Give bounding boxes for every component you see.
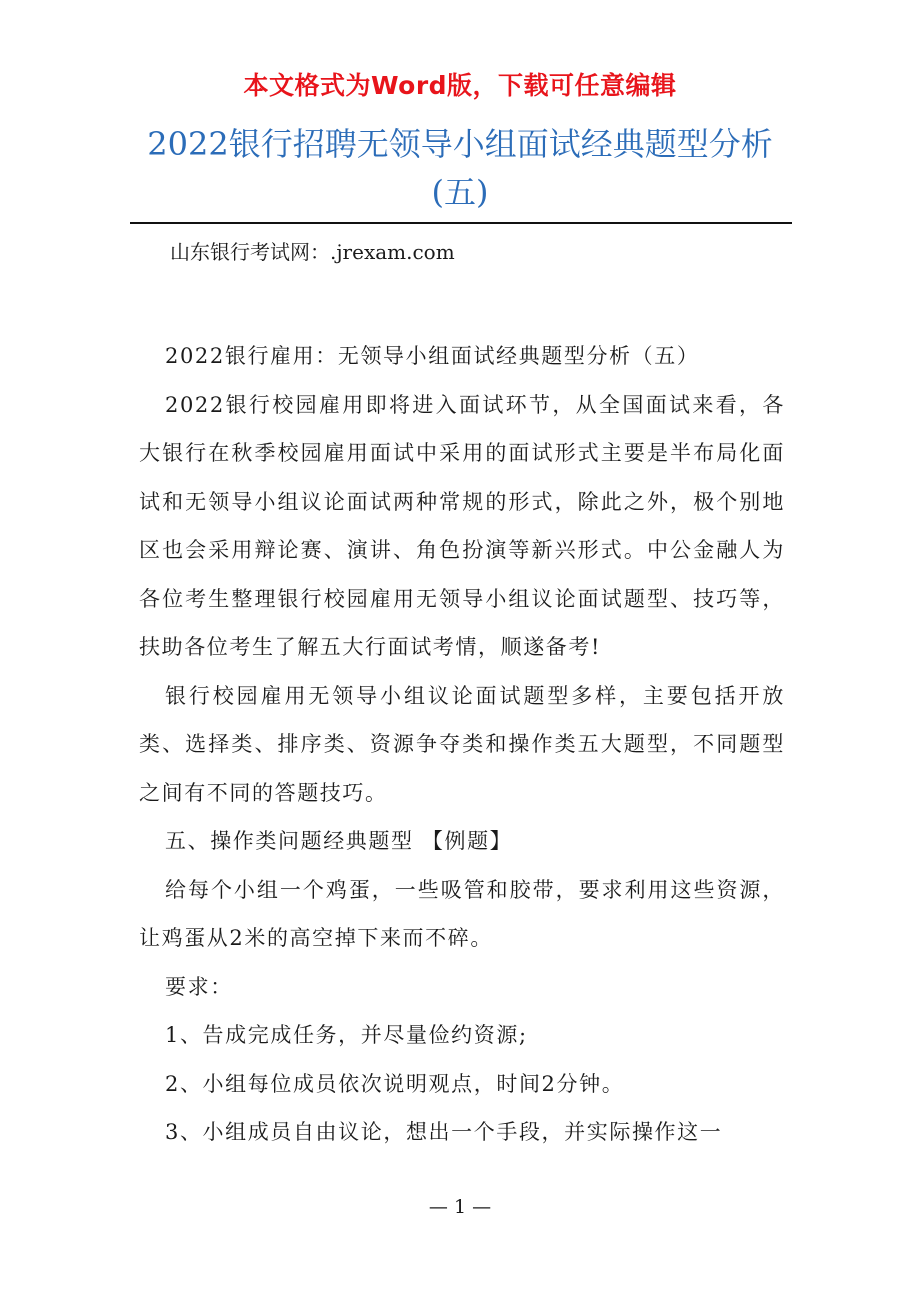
- document-title: 2022银行招聘无领导小组面试经典题型分析(五): [147, 125, 773, 211]
- format-notice: 本文格式为Word版，下载可任意编辑: [243, 71, 677, 100]
- paragraph-intro: 2022银行校园雇用即将进入面试环节，从全国面试来看，各大银行在秋季校园雇用面试中采用的面试形式主要是半布局化面试和无领导小组议论面试两种常规的形式，除此之外，极个别地区也会采用辩论赛、演讲、角色扮演等新兴形式。中公金融人为各位考生整理银行校园雇用无领导小组议论面试题型、技巧等，扶助各位考生了解五大行面试考情，顺遂备考!: [139, 392, 785, 659]
- paragraph-requirements-label: 要求：: [165, 974, 233, 999]
- paragraph-subtitle: 2022银行雇用：无领导小组面试经典题型分析（五）: [165, 344, 700, 368]
- list-item: 3、小组成员自由议论，想出一个手段，并实际操作这一: [165, 1120, 723, 1144]
- document-body: [139, 332, 785, 1157]
- list-item: 2、小组每位成员依次说明观点，时间2分钟。: [165, 1071, 625, 1096]
- list-item: 1、告成完成任务，并尽量俭约资源;: [165, 1023, 528, 1047]
- title-divider: [130, 222, 792, 224]
- paragraph-section-heading: 五、操作类问题经典题型 【例题】: [165, 829, 513, 853]
- source-line: 山东银行考试网：.jrexam.com: [170, 240, 455, 264]
- paragraph-types: 银行校园雇用无领导小组议论面试题型多样，主要包括开放类、选择类、排序类、资源争夺类和操作类五大题型，不同题型之间有不同的答题技巧。: [139, 683, 785, 805]
- paragraph-example: 给每个小组一个鸡蛋，一些吸管和胶带，要求利用这些资源，让鸡蛋从2米的高空掉下来而不碎。: [139, 877, 785, 950]
- page-number: — 1 —: [428, 1196, 492, 1218]
